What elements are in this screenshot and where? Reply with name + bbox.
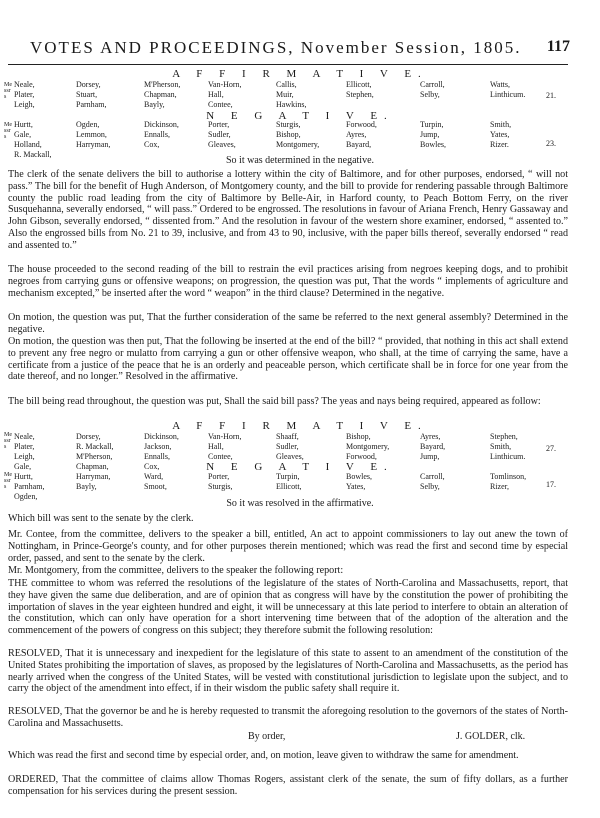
name-column [346, 80, 374, 100]
paragraph-committee-report: THE committee to whom was referred the resolutions of the legislature of the states of North-Carolina and Massachusetts, report, that they have given the same due deliberation, and are of opinion that as congress will have by the constitution the power of prohibiting the importation of slaves in the year eighteen hundred and eight, it will be unnecessary at this late period to interfere to obtain an alteration of the constitution, which can only have operation for a short intervening time between that of the adoption of the alteration and the commencement of the powers of congress on this subject; they therefore submit the following resolution: [8, 578, 568, 637]
member-name: Turpin, [420, 120, 444, 129]
name-column [14, 80, 35, 110]
member-name: Stuart, [76, 90, 98, 99]
page-number: 117 [546, 38, 570, 55]
member-name: Tomlinson, [490, 472, 527, 481]
vote1-affirmative-count: 21. [546, 91, 556, 100]
name-column [208, 432, 242, 462]
paragraph-resolved-governor: RESOLVED, That the governor be and he is hereby requested to transmit the aforegoing resolution to the governors of the states of North-Carolina and Massachusetts. [8, 706, 568, 729]
vote2-aff-side-label: Messrs [4, 432, 12, 450]
name-column [208, 472, 233, 492]
paragraph-withdraw: Which was read the first and second time by especial order, and, on motion, leave given to withdraw the same for amendment. [8, 750, 519, 761]
member-name: Bowles, [420, 140, 446, 149]
vote2-negative-heading: N E G A T I V E. [206, 461, 394, 473]
member-name: Neale, [14, 80, 35, 89]
member-name: Chapman, [144, 90, 177, 99]
name-column [346, 472, 372, 492]
member-name: Leigh, [14, 452, 35, 461]
member-name: Carroll, [420, 472, 445, 481]
clerk-signature: J. GOLDER, clk. [456, 731, 526, 742]
name-column [420, 120, 446, 150]
member-name: Bowles, [346, 472, 372, 481]
name-column [346, 120, 377, 150]
member-name: Gale, [14, 462, 32, 471]
vote1-result: So it was determined in the negative. [225, 155, 375, 166]
member-name: Cox, [144, 140, 160, 149]
member-name: Holland, [14, 140, 42, 149]
member-name: Plater, [14, 90, 35, 99]
member-name: Bishop, [346, 432, 371, 441]
member-name: Ward, [144, 472, 164, 481]
member-name: Parnham, [14, 482, 45, 491]
vote1-aff-side-label: Messrs [4, 82, 12, 100]
member-name: Porter, [208, 472, 230, 481]
member-name: Jump, [420, 452, 440, 461]
member-name: Hall, [208, 442, 224, 451]
member-name: Hurtt, [14, 472, 33, 481]
member-name: Chapman, [76, 462, 109, 471]
member-name: Linthicum. [490, 90, 526, 99]
member-name: Dickinson, [144, 120, 179, 129]
member-name: Contee, [208, 100, 233, 109]
name-column [490, 432, 525, 462]
member-name: Van-Horn, [208, 80, 242, 89]
member-name: Jump, [420, 130, 440, 139]
member-name: Sudler, [208, 130, 231, 139]
member-name: Bayard, [346, 140, 372, 149]
member-name: Ellicott, [276, 482, 302, 491]
name-column [420, 472, 445, 492]
member-name: Bayard, [420, 442, 446, 451]
member-name: Bayly, [76, 482, 97, 491]
member-name: Hawkins, [276, 100, 307, 109]
member-name: Turpin, [276, 472, 300, 481]
name-column [276, 472, 302, 492]
member-name: Lemmon, [76, 130, 107, 139]
member-name: Sturgis, [276, 120, 301, 129]
paragraph-nottingham-bill: Mr. Contee, from the committee, delivers to the speaker a bill, entitled, An act to appoint commissioners to lay out anew the town of Nottingham, in Prince-George's county, and for other purposes therein mentioned; which was read the first and second time by especial order, passed, and sent to the senate by the clerk. [8, 529, 568, 564]
vote2-negative-count: 17. [546, 480, 556, 489]
vote2-affirmative-count: 27. [546, 444, 556, 453]
member-name: Callis, [276, 80, 297, 89]
name-column [276, 80, 306, 110]
paragraph-senate-bills: The clerk of the senate delivers the bill to authorise a lottery within the city of Baltimore, and for other purposes, endorsed, “ will not pass.” The bill for the benefit of Hugh Anderson, of Montgomery county, and the bill to provide for rendering passable through Baltimore county the public road leading from the city of Baltimore by Belle-Air, in Harford county, to Peach Bottom Ferry, on the river Susquehanna, severally endorsed, “ will pass.” Ordered to be engrossed. The resolutions in favour of Ariana French, Henry Gassaway and John Gibson, severally endorsed, “ dissented from.” And the resolution in favour of the western shore examiner, endorsed, “ assented to.” Also the engrossed bills from No. 21 to 39, inclusive, and from 43 to 90, inclusive, with the paper bills thereof, severally endorsed “ read and assented to.” [8, 169, 568, 251]
member-name: Bayly, [144, 100, 165, 109]
by-order: By order, [248, 731, 286, 742]
member-name: Gleaves, [276, 452, 304, 461]
member-name: Sudler, [276, 442, 299, 451]
paragraph-proviso-motion: On motion, the question was then put, That the following be inserted at the end of the bill? “ provided, that nothing in this act shall extend to prevent any free negro or mulatto from carrying a gun or other offensive weapon, who shall, at the time of carrying the same, have a certificate from a justice of the peace that he is an orderly and peaceable person, which certificate shall be in force for one year from the date thereof, and no longer.” Resolved in the affirmative. [8, 336, 568, 383]
member-name: Dickinson, [144, 432, 179, 441]
name-column [144, 80, 180, 110]
name-column [208, 120, 236, 150]
name-column [346, 432, 389, 462]
member-name: Carroll, [420, 80, 445, 89]
member-name: Muir, [276, 90, 294, 99]
member-name: Porter, [208, 120, 230, 129]
member-name: Bishop, [276, 130, 301, 139]
member-name: Ayres, [420, 432, 441, 441]
name-column [208, 80, 242, 110]
member-name: Ayres, [346, 130, 367, 139]
name-column [144, 472, 167, 492]
vote1-affirmative-heading: A F F I R M A T I V E. [172, 68, 428, 80]
member-name: Montgomery, [346, 442, 390, 451]
member-name: Selby, [420, 90, 440, 99]
paragraph-negro-bill: The house proceeded to the second reading of the bill to restrain the evil practices arising from negroes keeping dogs, and to prohibit negroes from carrying guns or offensive weapons; on progression, the question was put, That the words “ implements of agriculture and mechanism excepted,” be inserted after the word “ weapon” in the third clause? Determined in the negative. [8, 264, 568, 299]
member-name: Jackson, [144, 442, 172, 451]
member-name: Linthicum. [490, 452, 526, 461]
member-name: Leigh, [14, 100, 35, 109]
member-name: M'Pherson, [76, 452, 113, 461]
member-name: R. Mackall, [76, 442, 114, 451]
member-name: Yates, [346, 482, 366, 491]
name-column [144, 120, 179, 150]
member-name: Dorsey, [76, 432, 101, 441]
member-name: Gale, [14, 130, 32, 139]
member-name: Ogden, [14, 492, 38, 501]
member-name: Neale, [14, 432, 35, 441]
member-name: Smoot, [144, 482, 167, 491]
member-name: Plater, [14, 442, 35, 451]
member-name: Yates, [490, 130, 510, 139]
vote1-negative-count: 23. [546, 139, 556, 148]
name-column [276, 120, 319, 150]
name-column [420, 80, 445, 100]
member-name: Ogden, [76, 120, 100, 129]
member-name: Ennalls, [144, 130, 170, 139]
member-name: Contee, [208, 452, 233, 461]
member-name: Harryman, [76, 140, 111, 149]
vote2-neg-side-label: Messrs [4, 472, 12, 490]
member-name: Dorsey, [76, 80, 101, 89]
member-name: Rizer. [490, 140, 509, 149]
paragraph-montgomery-report: Mr. Montgomery, from the committee, delivers to the speaker the following report: [8, 565, 344, 576]
running-title: VOTES AND PROCEEDINGS, November Session, 1805. [30, 38, 522, 57]
page-header [30, 38, 570, 60]
name-column [276, 432, 304, 462]
member-name: Hall, [208, 90, 224, 99]
member-name: Watts, [490, 80, 511, 89]
paragraph-sent-to-senate: Which bill was sent to the senate by the clerk. [8, 513, 194, 524]
paragraph-resolved-amendment: RESOLVED, That it is unnecessary and inexpedient for the legislature of this state to assent to an amendment of the constitution of the United States prohibiting the importation of slaves, as proposed by the legislatures of North-Carolina and Massachusetts, as the period has nearly arrived when the congress of the United States, will be vested with constitutional jurisdiction to legislate upon the subject, and to carry the object of the amendment into effect, if in their wisdom the public safety shall require it. [8, 648, 568, 695]
member-name: R. Mackall, [14, 150, 52, 159]
name-column [490, 472, 526, 492]
member-name: M'Pherson, [144, 80, 181, 89]
member-name: Smith, [490, 120, 512, 129]
member-name: Stephen, [490, 432, 518, 441]
member-name: Smith, [490, 442, 512, 451]
member-name: Forwood, [346, 120, 377, 129]
member-name: Harryman, [76, 472, 111, 481]
name-column [76, 472, 110, 492]
paragraph-yeas-nays: The bill being read throughout, the question was put, Shall the said bill pass? The yeas and nays being required, appeared as follow: [8, 396, 541, 407]
vote1-neg-side-label: Messrs [4, 122, 12, 140]
vote1-negative-heading: N E G A T I V E. [206, 110, 394, 122]
member-name: Gleaves, [208, 140, 236, 149]
member-name: Selby, [420, 482, 440, 491]
name-column [490, 120, 511, 150]
name-column [420, 432, 445, 462]
member-name: Shaaff, [276, 432, 299, 441]
member-name: Montgomery, [276, 140, 320, 149]
paragraph-ordered-claims: ORDERED, That the committee of claims allow Thomas Rogers, assistant clerk of the senate, the sum of fifty dollars, as a further compensation for his services during the present session. [8, 774, 568, 797]
member-name: Sturgis, [208, 482, 233, 491]
name-column [76, 120, 110, 150]
name-column [14, 120, 52, 160]
member-name: Hurtt, [14, 120, 33, 129]
header-rule [8, 64, 568, 65]
vote2-affirmative-heading: A F F I R M A T I V E. [172, 420, 428, 432]
vote2-result: So it was resolved in the affirmative. [226, 498, 374, 509]
member-name: Parnham, [76, 100, 107, 109]
member-name: Ellicott, [346, 80, 372, 89]
member-name: Ennalls, [144, 452, 170, 461]
member-name: Van-Horn, [208, 432, 242, 441]
member-name: Stephen, [346, 90, 374, 99]
member-name: Forwood, [346, 452, 377, 461]
paragraph-refer-motion: On motion, the question was put, That the further consideration of the same be referred to the next general assembly? Determined in the negative. [8, 312, 568, 335]
name-column [76, 80, 106, 110]
name-column [490, 80, 525, 100]
member-name: Cox, [144, 462, 160, 471]
member-name: Rizer, [490, 482, 510, 491]
